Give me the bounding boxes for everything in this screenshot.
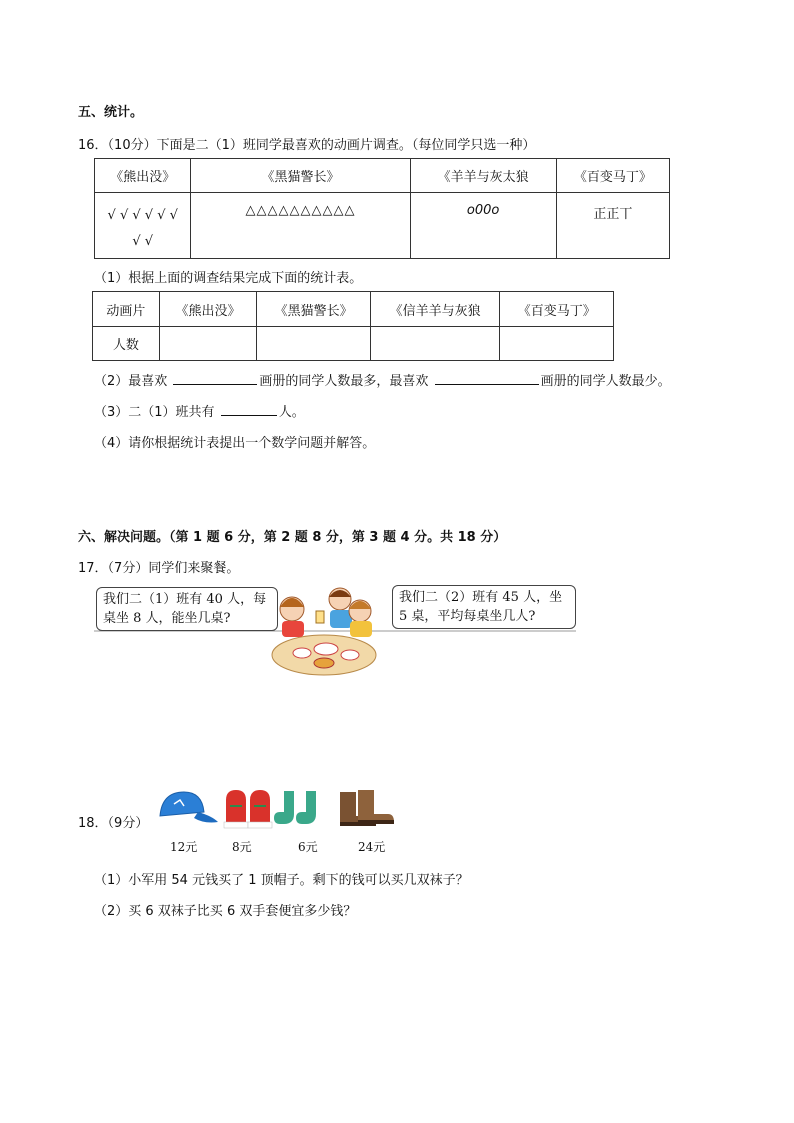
bubble-right-line-2: 5 桌，平均每桌坐几人? [399, 609, 536, 624]
price-socks: 6元 [298, 840, 318, 854]
q16-sub2-part-a: （2）最喜欢 [94, 374, 168, 389]
survey-cell-2: △△△△△△△△△△ [191, 193, 410, 259]
stat-header-5: 《百变马丁》 [500, 292, 614, 327]
q18-sub1: （1）小军用 54 元钱买了 1 顶帽子。剩下的钱可以买几双袜子？ [94, 873, 469, 888]
check-marks-line-2: √ √ [132, 234, 154, 249]
socks-icon [274, 786, 318, 824]
stat-answer-cell[interactable] [370, 327, 499, 361]
survey-cell-1 [95, 193, 191, 259]
stat-header-1: 动画片 [93, 292, 160, 327]
q17-stem: 17．（7分）同学们来聚餐。 [78, 561, 240, 576]
boots-icon [340, 790, 394, 826]
price-boots: 24元 [358, 840, 386, 854]
price-mittens: 8元 [232, 840, 252, 854]
survey-cell-3: o00o [410, 193, 556, 259]
speech-bubble-left [96, 587, 278, 631]
answer-blank-total[interactable] [221, 403, 277, 416]
stat-answer-cell[interactable] [257, 327, 371, 361]
bubble-right-line-1: 我们二（2）班有 45 人，坐 [399, 590, 563, 605]
q16-stem: 16．（10分）下面是二（1）班同学最喜欢的动画片调查。（每位同学只选一种） [78, 138, 536, 153]
bubble-left-line-1: 我们二（1）班有 40 人，每 [103, 592, 267, 607]
answer-blank-least[interactable] [435, 372, 539, 385]
stat-answer-cell[interactable] [500, 327, 614, 361]
stat-header-4: 《信羊羊与灰狼 [370, 292, 499, 327]
section-5-title: 五、统计。 [78, 105, 144, 120]
dinner-scene [94, 583, 576, 679]
survey-header-2: 《黑猫警长》 [191, 159, 410, 193]
survey-header-1: 《熊出没》 [95, 159, 191, 193]
survey-cell-4: 正正丅 [556, 193, 669, 259]
q16-sub3-part-a: （3）二（1）班共有 [94, 405, 215, 420]
q16-sub4: （4）请你根据统计表提出一个数学问题并解答。 [94, 436, 376, 451]
survey-table [94, 158, 670, 259]
stat-header-3: 《黑猫警长》 [257, 292, 371, 327]
stat-table [92, 291, 614, 361]
q16-sub2-part-c: 画册的同学人数最少。 [540, 374, 671, 389]
q16-sub2 [94, 370, 671, 389]
survey-header-4: 《百变马丁》 [556, 159, 669, 193]
stat-header-2: 《熊出没》 [159, 292, 257, 327]
section-6-title: 六、解决问题。（第 1 题 6 分，第 2 题 8 分，第 3 题 4 分。共 18 分） [78, 530, 507, 545]
stat-row-label: 人数 [93, 327, 160, 361]
price-cap: 12元 [170, 840, 198, 854]
q16-sub3 [94, 401, 305, 420]
q18-sub2: （2）买 6 双袜子比买 6 双手套便宜多少钱？ [94, 904, 357, 919]
check-marks-line-1: √ √ √ √ √ √ [107, 208, 178, 223]
stat-answer-cell[interactable] [159, 327, 257, 361]
mittens-icon [224, 790, 272, 828]
q16-sub3-part-b: 人。 [278, 405, 305, 420]
goods-row [154, 782, 398, 834]
answer-blank-most[interactable] [173, 372, 257, 385]
q16-sub1: （1）根据上面的调查结果完成下面的统计表。 [94, 271, 363, 286]
bubble-left-line-2: 桌坐 8 人，能坐几桌? [103, 611, 231, 626]
q16-sub2-part-b: 画册的同学人数最多，最喜欢 [259, 374, 429, 389]
survey-header-3: 《羊羊与灰太狼 [410, 159, 556, 193]
q18-stem: 18．（9分） [78, 816, 149, 831]
cap-icon [160, 792, 218, 823]
speech-bubble-right [392, 585, 576, 629]
